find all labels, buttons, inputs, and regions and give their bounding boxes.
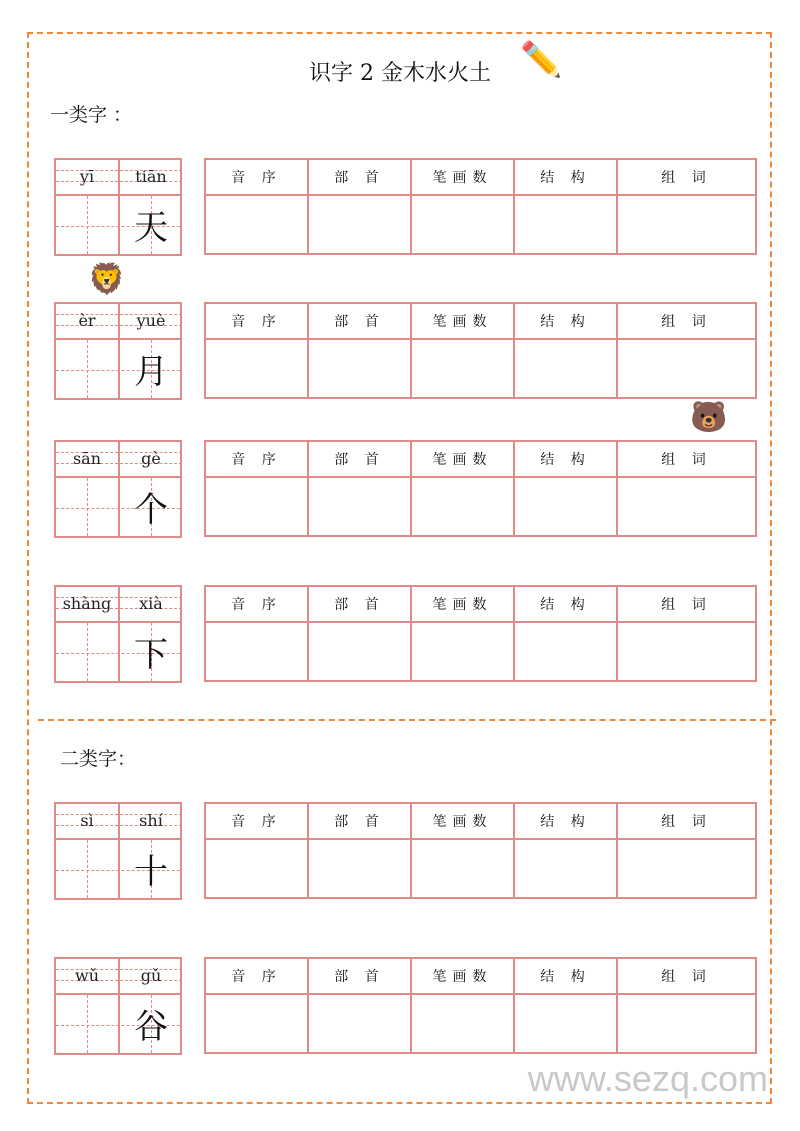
header-cell: 笔画数 [411, 803, 514, 839]
header-cell: 笔画数 [411, 303, 514, 339]
header-cell: 部 首 [308, 159, 411, 195]
header-cell: 组 词 [617, 441, 756, 477]
pencil-mascot-icon: ✏️ [520, 40, 563, 80]
tianzige-box [54, 158, 182, 256]
pinyin-1 [56, 804, 118, 840]
hanzi-character: 天 [134, 208, 168, 248]
answer-cell[interactable] [617, 339, 756, 398]
header-cell: 音 序 [205, 586, 308, 622]
answer-cell[interactable] [411, 994, 514, 1053]
header-cell: 部 首 [308, 958, 411, 994]
header-cell: 音 序 [205, 303, 308, 339]
header-cell: 组 词 [617, 586, 756, 622]
header-cell: 结 构 [514, 441, 617, 477]
hanzi-character: 月 [134, 352, 168, 392]
answer-cell[interactable] [514, 339, 617, 398]
pinyin-text: èr [78, 311, 96, 330]
pinyin-2 [120, 304, 182, 340]
header-cell: 结 构 [514, 803, 617, 839]
analysis-table [204, 957, 757, 1054]
answer-cell[interactable] [205, 622, 308, 681]
answer-cell[interactable] [514, 477, 617, 536]
answer-cell[interactable] [514, 622, 617, 681]
answer-cell[interactable] [205, 339, 308, 398]
character-row [54, 802, 758, 902]
header-cell: 部 首 [308, 441, 411, 477]
answer-cell[interactable] [514, 195, 617, 254]
tianzige-box [54, 302, 182, 400]
character-row [54, 158, 758, 258]
tianzige-box [54, 440, 182, 538]
bear-icon: 🐻 [690, 400, 728, 435]
pinyin-1 [56, 304, 118, 340]
pinyin-2 [120, 442, 182, 478]
answer-cell[interactable] [617, 622, 756, 681]
lion-icon: 🦁 [88, 262, 126, 297]
character-row [54, 957, 758, 1057]
tianzige-box [54, 802, 182, 900]
answer-cell[interactable] [205, 994, 308, 1053]
answer-cell[interactable] [617, 477, 756, 536]
answer-cell[interactable] [411, 622, 514, 681]
pinyin-text: shàng [62, 594, 112, 613]
answer-cell[interactable] [514, 839, 617, 898]
answer-cell[interactable] [205, 195, 308, 254]
answer-cell[interactable] [308, 195, 411, 254]
answer-cell[interactable] [205, 477, 308, 536]
analysis-table [204, 440, 757, 537]
tianzige-box [54, 585, 182, 683]
header-cell: 结 构 [514, 303, 617, 339]
answer-cell[interactable] [411, 195, 514, 254]
pinyin-text: shí [139, 811, 163, 830]
header-cell: 组 词 [617, 159, 756, 195]
pinyin-2 [120, 959, 182, 995]
page-title: 识字 2 金木水火土 [309, 61, 491, 86]
pinyin-text: sì [80, 811, 94, 830]
pinyin-text: yī [79, 167, 95, 186]
answer-cell[interactable] [308, 839, 411, 898]
hanzi-character: 个 [134, 490, 168, 530]
answer-cell[interactable] [617, 839, 756, 898]
answer-cell[interactable] [308, 477, 411, 536]
header-cell: 笔画数 [411, 159, 514, 195]
answer-cell[interactable] [308, 339, 411, 398]
header-cell: 部 首 [308, 803, 411, 839]
header-cell: 结 构 [514, 159, 617, 195]
header-cell: 音 序 [205, 958, 308, 994]
answer-cell[interactable] [411, 339, 514, 398]
pinyin-text: gè [141, 449, 161, 468]
section-1-label: 一类字 ： [50, 104, 133, 126]
section-2-label: 二类字： [60, 748, 137, 770]
header-cell: 组 词 [617, 303, 756, 339]
header-cell: 笔画数 [411, 586, 514, 622]
pinyin-1 [56, 587, 118, 623]
character-row [54, 585, 758, 685]
answer-cell[interactable] [514, 994, 617, 1053]
answer-cell[interactable] [617, 994, 756, 1053]
section-divider [38, 719, 776, 721]
pinyin-text: sān [72, 449, 102, 468]
character-row [54, 440, 758, 540]
pinyin-1 [56, 442, 118, 478]
answer-cell[interactable] [617, 195, 756, 254]
answer-cell[interactable] [308, 622, 411, 681]
header-cell: 笔画数 [411, 958, 514, 994]
hanzi-character: 十 [134, 852, 168, 892]
pinyin-text: tiān [135, 167, 167, 186]
analysis-table [204, 302, 757, 399]
hanzi-character: 谷 [134, 1007, 168, 1047]
pinyin-2 [120, 587, 182, 623]
pinyin-text: wǔ [75, 966, 99, 985]
pinyin-text: yuè [136, 311, 166, 330]
analysis-table [204, 158, 757, 255]
header-cell: 结 构 [514, 586, 617, 622]
header-cell: 音 序 [205, 803, 308, 839]
header-cell: 音 序 [205, 441, 308, 477]
header-cell: 部 首 [308, 586, 411, 622]
pinyin-2 [120, 160, 182, 196]
answer-cell[interactable] [308, 994, 411, 1053]
analysis-table [204, 585, 757, 682]
hanzi-character: 下 [134, 635, 168, 675]
pinyin-1 [56, 160, 118, 196]
tianzige-box [54, 957, 182, 1055]
header-cell: 组 词 [617, 958, 756, 994]
pinyin-text: xià [139, 594, 163, 613]
watermark: www.sezq.com [527, 1058, 768, 1099]
character-row [54, 302, 758, 402]
header-cell: 音 序 [205, 159, 308, 195]
header-cell: 笔画数 [411, 441, 514, 477]
answer-cell[interactable] [411, 477, 514, 536]
header-cell: 组 词 [617, 803, 756, 839]
pinyin-text: gǔ [140, 966, 162, 985]
header-cell: 结 构 [514, 958, 617, 994]
answer-cell[interactable] [411, 839, 514, 898]
header-cell: 部 首 [308, 303, 411, 339]
pinyin-2 [120, 804, 182, 840]
analysis-table [204, 802, 757, 899]
answer-cell[interactable] [205, 839, 308, 898]
pinyin-1 [56, 959, 118, 995]
